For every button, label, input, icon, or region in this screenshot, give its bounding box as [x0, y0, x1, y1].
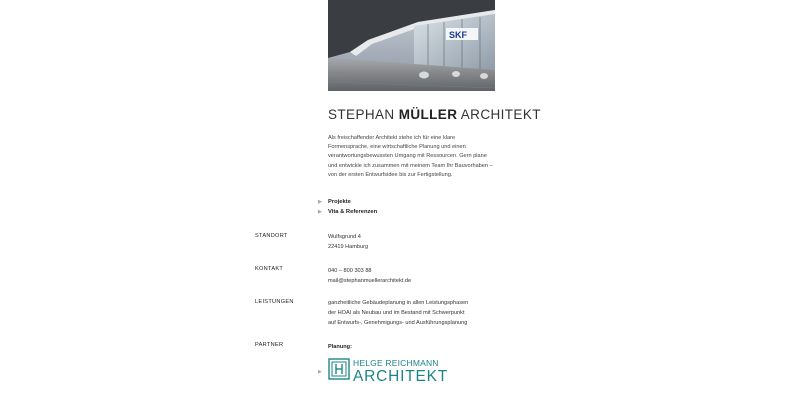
nav-item-projekte[interactable] [318, 197, 518, 207]
hero-image [328, 0, 495, 91]
hr-monogram-icon [328, 358, 350, 385]
partner-heading: Planung: [328, 344, 352, 350]
hero-sign-text: SKF [449, 30, 467, 40]
nav-item-label: Projekte [328, 199, 351, 205]
triangle-right-icon: ▶ [318, 199, 322, 205]
partner-logo-link[interactable] [318, 358, 448, 385]
standort-value [328, 232, 368, 252]
partner-logo-text [353, 359, 448, 384]
page-title [328, 107, 541, 122]
address-city: 22419 Hamburg [328, 244, 369, 250]
leistungen-label: LEISTUNGEN [255, 299, 294, 305]
leistungen-line: ganzheitliche Gebäudeplanung in allen Leistungsphasen [328, 300, 469, 306]
partner-logo-profession: ARCHITEKT [353, 367, 449, 385]
kontakt-value [328, 266, 411, 286]
nav-item-label: Vita & Referenzen [328, 209, 378, 215]
leistungen-line: auf Entwurfs-, Genehmigungs- und Ausführungsplanung [328, 320, 468, 326]
leistungen-line: der HOAI als Neubau und im Bestand mit Schwerpunkt [328, 310, 465, 316]
title-surname: MÜLLER [398, 107, 458, 122]
address-street: Wulfsgrund 4 [328, 234, 361, 240]
triangle-right-icon: ▶ [318, 368, 322, 375]
nav-item-vita-referenzen[interactable] [318, 207, 518, 217]
title-profession: ARCHITEKT [457, 107, 541, 122]
kontakt-label: KONTAKT [255, 266, 284, 272]
title-firstname: STEPHAN [328, 107, 399, 122]
triangle-right-icon: ▶ [318, 209, 322, 215]
standort-label: STANDORT [255, 233, 288, 239]
partner-label: PARTNER [255, 342, 284, 348]
email-link[interactable]: mail@stephanmuellerarchitekt.de [328, 278, 412, 284]
phone-link[interactable]: 040 – 800 303 88 [328, 268, 372, 274]
intro-text: Als freischaffender Architekt stehe ich für eine klare Formensprache, eine wirtschaftliche Planung und einen verantwortungsbewussten Umgang mit Ressourcen. Gern plane und entwickle ich zusammen mit meinem Team Ihr Bauvorhaben – von der ersten Entwurfsidee bis zur Fertigstellung. [328, 135, 493, 178]
leistungen-value [328, 298, 468, 328]
main-nav [318, 197, 518, 217]
partner-logo-name: HELGE REICHMANN [353, 358, 439, 368]
